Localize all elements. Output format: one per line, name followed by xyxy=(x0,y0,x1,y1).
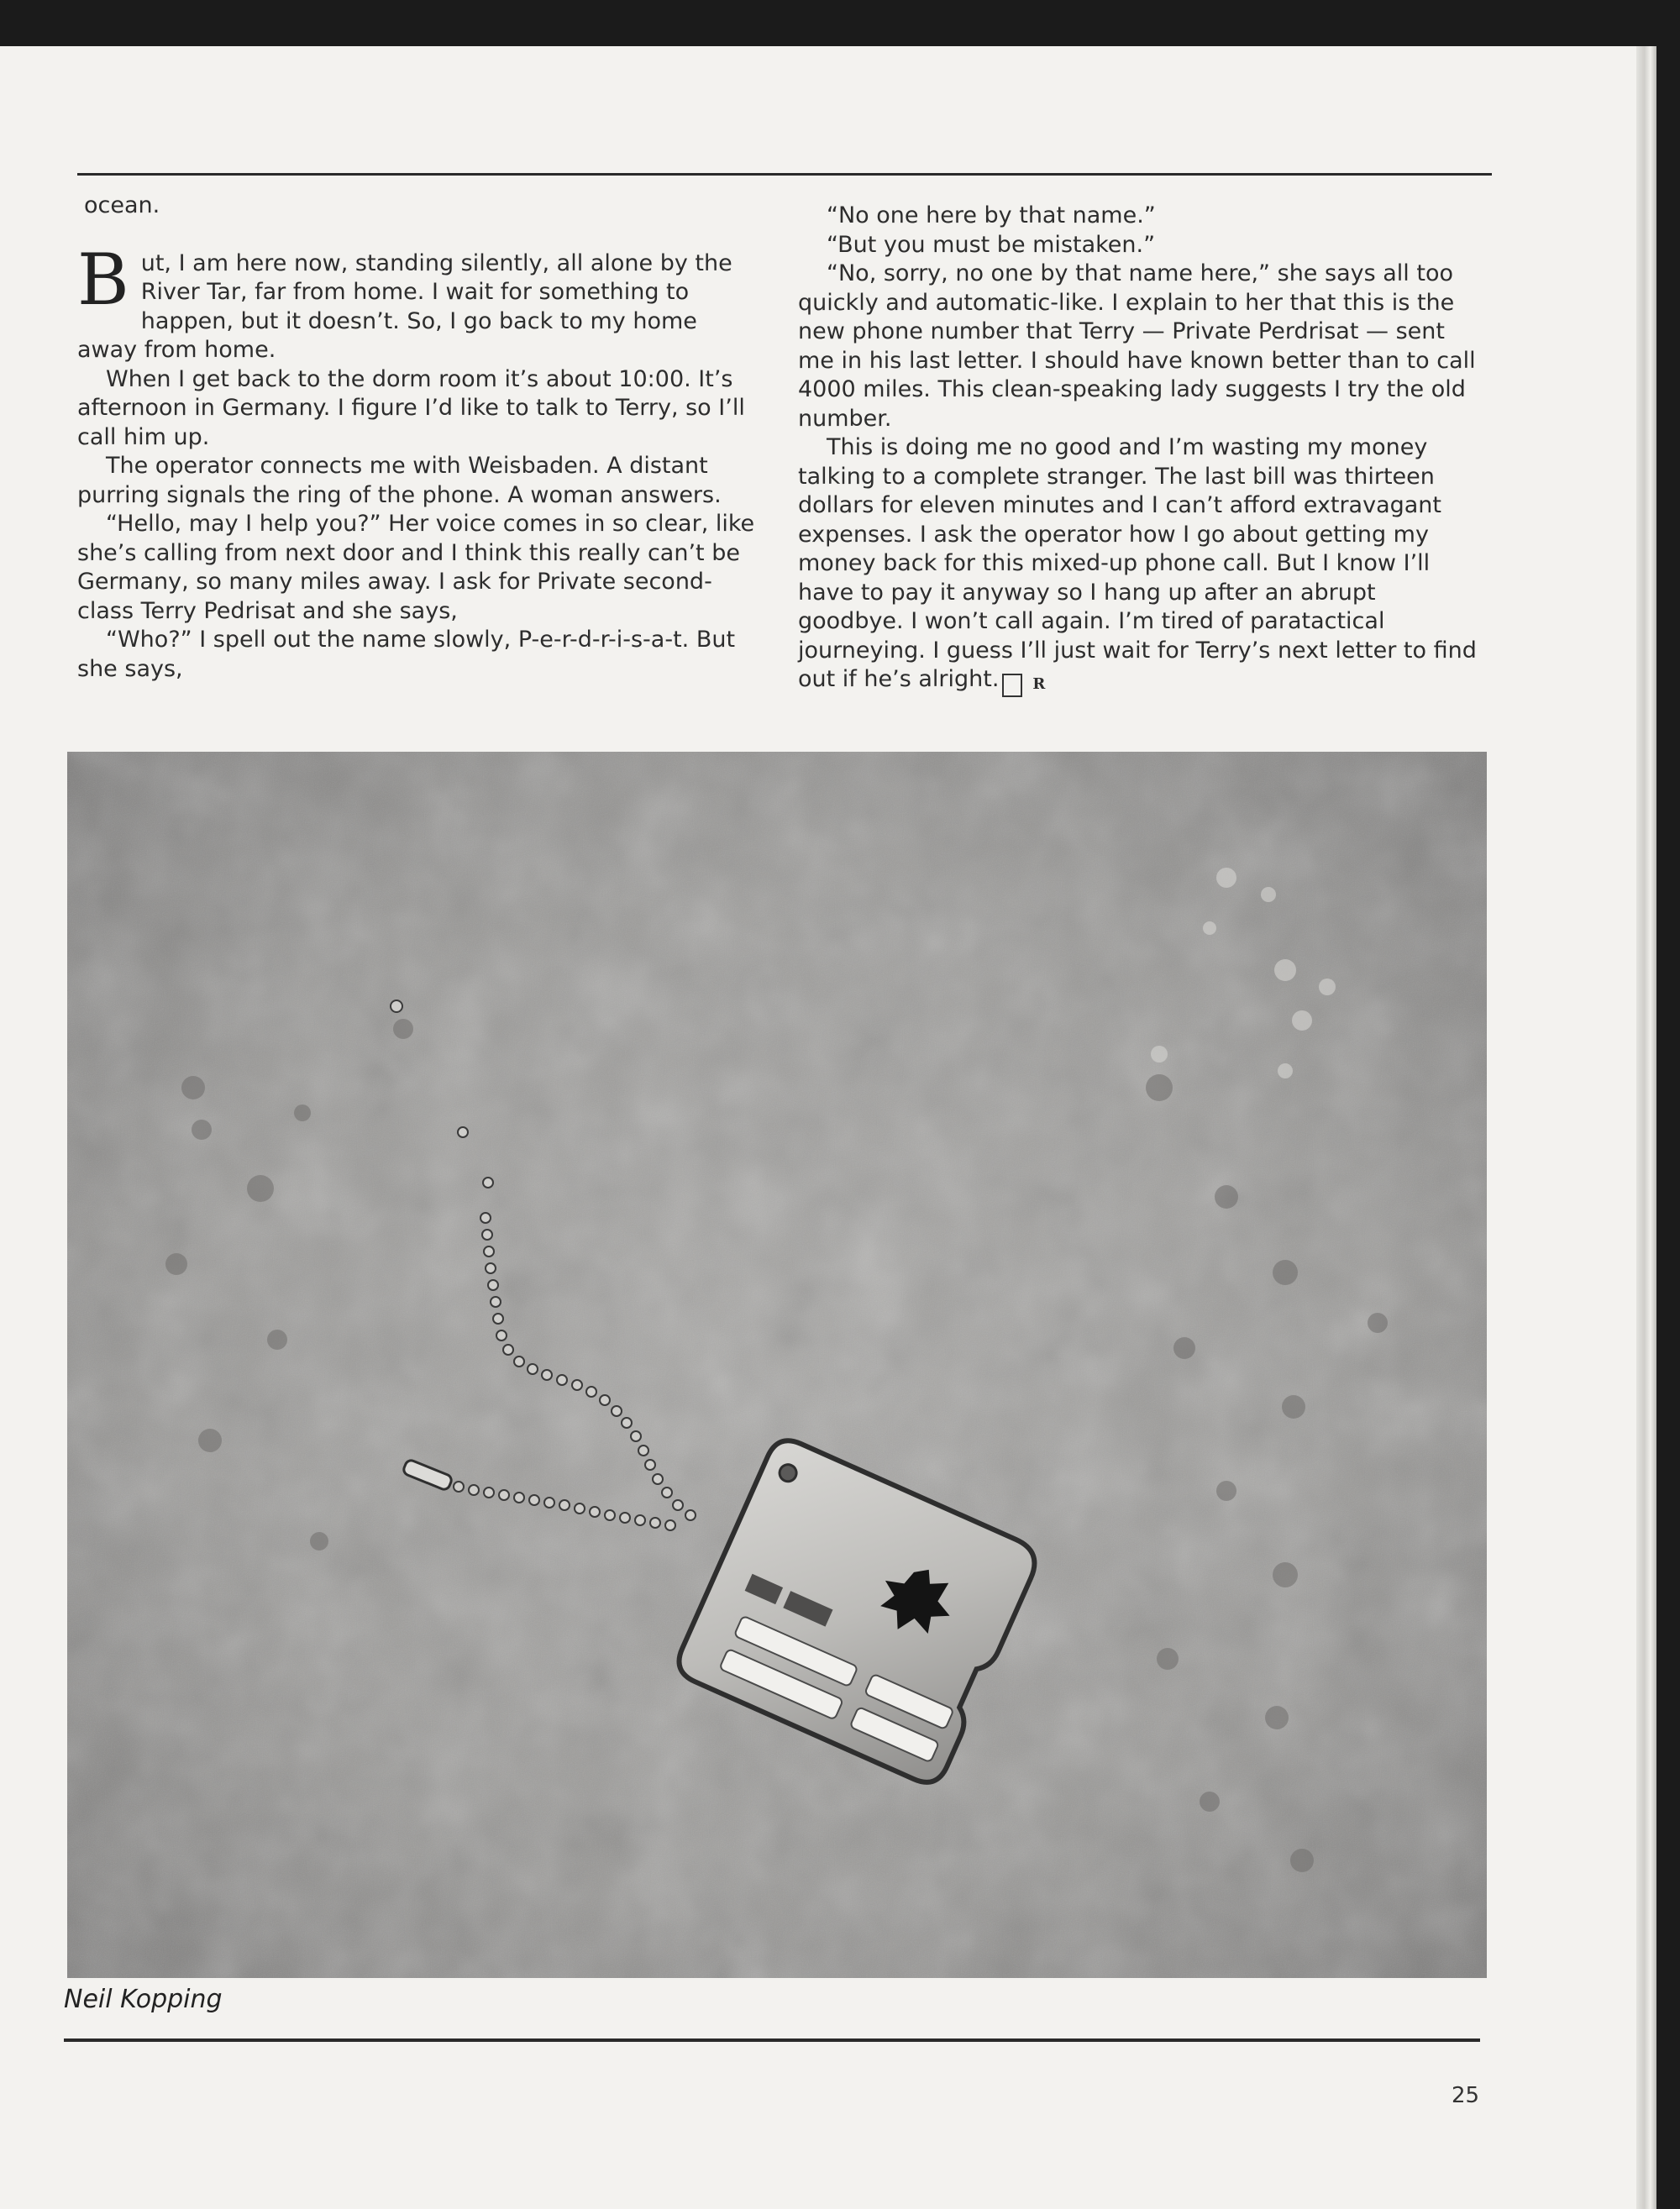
paragraph xyxy=(798,433,1483,697)
paragraph: “No, sorry, no one by that name here,” she says all too quickly and automatic-like. I explain to her that this is the new phone number that Terry — Private Perdrisat — sent me in his last letter. I should have known better than to call 4000 miles. This clean-speaking lady suggests I try the old number. xyxy=(798,260,1476,432)
drop-cap: B xyxy=(77,238,129,321)
final-paragraph-text: This is doing me no good and I’m wasting my money talking to a complete stranger. The last bill was thirteen dollars for eleven minutes and I can’t afford extravagant expenses. I ask the operator how I go about getting my money back for this mixed-up phone call. But I know I’ll have to pay it anyway so I hang up after an abrupt goodbye. I won’t call again. I’m tired of paratactical journeying. I guess I’ll just wait for Terry’s next letter to find out if he’s alright. xyxy=(798,434,1477,692)
paragraph: “But you must be mistaken.” xyxy=(827,231,1156,258)
left-column xyxy=(77,192,759,684)
dropcap-paragraph xyxy=(77,238,759,365)
paragraph: “Who?” I spell out the name slowly, P-e-r-d-r-i-s-a-t. But she says, xyxy=(77,627,736,682)
top-rule xyxy=(77,173,1492,176)
paragraph: When I get back to the dorm room it’s about 10:00. It’s afternoon in Germany. I figure I’d like to talk to Terry, so I’ll call him up. xyxy=(77,365,745,450)
bottom-rule xyxy=(64,2038,1480,2042)
right-column xyxy=(798,202,1483,697)
dog-tag-photo xyxy=(67,752,1487,1978)
end-mark-icon: R xyxy=(1002,674,1022,697)
dropcap-paragraph-text: ut, I am here now, standing silently, all alone by the River Tar, far from home. I wait for something to happen, but it doesn’t. So, I go back to my home away from home. xyxy=(77,249,732,363)
paragraph: The operator connects me with Weisbaden. A distant purring signals the ring of the phone. A woman answers. xyxy=(77,453,722,508)
lead-text: ocean. xyxy=(84,192,160,218)
page-edge xyxy=(1636,46,1656,2209)
paragraph: “Hello, may I help you?” Her voice comes in so clear, like she’s calling from next door and I think this really can’t be Germany, so many miles away. I ask for Private second-class Terry Pedrisat and she says, xyxy=(77,511,755,624)
page-number: 25 xyxy=(1452,2083,1480,2108)
paragraph: “No one here by that name.” xyxy=(827,202,1156,228)
photo-credit: Neil Kopping xyxy=(64,1985,223,2014)
